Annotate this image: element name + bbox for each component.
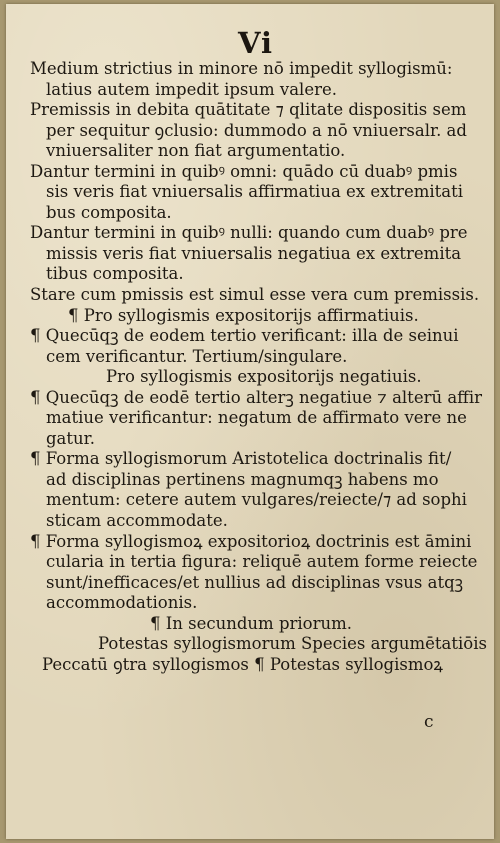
text-line: ¶ Quecūqꝫ de eodē tertio alterꝫ negatiue ⁊ alterū affir xyxy=(30,387,483,407)
text-line: accommodationis. xyxy=(46,593,198,613)
text-line: Stare cum pmissis est simul esse vera cum premissis. xyxy=(30,285,480,305)
section-heading: ¶ Pro syllogismis expositorijs affirmatiuis. xyxy=(68,305,419,325)
text-line: Dantur termini in quibꝰ nulli: quando cum duabꝰ pre xyxy=(30,223,468,243)
text-line: tibus composita. xyxy=(46,264,184,284)
text-line: cularia in tertia figura: reliquē autem forme reiecte xyxy=(46,552,478,572)
signature-mark: c xyxy=(424,712,434,732)
text-line: Premissis in debita quātitate ⁊ qlitate dispositis sem xyxy=(30,100,467,120)
text-line: sunt/inefficaces/et nullius ad disciplinas vsus atqꝫ xyxy=(46,572,464,592)
text-block xyxy=(30,59,500,675)
text-line: Dantur termini in quibꝰ omni: quādo cū duabꝰ pmis xyxy=(30,161,458,181)
section-heading: Pro syllogismis expositorijs negatiuis. xyxy=(106,367,422,387)
text-line: sticam accommodate. xyxy=(46,511,228,531)
text-line: ¶ Forma syllogismorum Aristotelica doctrinalis fit/ xyxy=(30,449,452,469)
folio-number: Vi xyxy=(238,26,274,60)
text-line: vniuersaliter non fiat argumentatio. xyxy=(46,141,346,161)
text-line: per sequitur ꝯclusio: dummodo a nō vniuersalr. ad xyxy=(46,120,467,140)
book-page xyxy=(6,4,494,839)
text-line: mentum: cetere autem vulgares/reiecte/⁊ ad sophi xyxy=(46,490,467,510)
text-line: cem verificantur. Tertium/singulare. xyxy=(46,346,348,366)
text-line: gatur. xyxy=(46,428,95,448)
section-heading: ¶ In secundum priorum. xyxy=(150,613,353,633)
text-line: missis veris fiat vniuersalis negatiua ex extremita xyxy=(46,243,462,263)
text-line: bus composita. xyxy=(46,202,172,222)
text-line: Peccatū ꝯtra syllogismos ¶ Potestas syllogismoꝝ xyxy=(42,654,443,674)
text-line: Potestas syllogismorum Species argumētatiōis xyxy=(98,634,487,654)
text-line: ad disciplinas pertinens magnumqꝫ habens mo xyxy=(46,469,439,489)
text-line: latius autem impedit ipsum valere. xyxy=(46,79,337,99)
text-line: sis veris fiat vniuersalis affirmatiua ex extremitati xyxy=(46,182,464,202)
text-line: Medium strictius in minore nō impedit syllogismū: xyxy=(30,59,453,78)
text-line: ¶ Quecūqꝫ de eodem tertio verificant: illa de seinui xyxy=(30,326,459,346)
text-line: ¶ Forma syllogismoꝝ expositorioꝝ doctrinis est āmini xyxy=(30,531,472,551)
text-line: matiue verificantur: negatum de affirmato vere ne xyxy=(46,408,467,428)
